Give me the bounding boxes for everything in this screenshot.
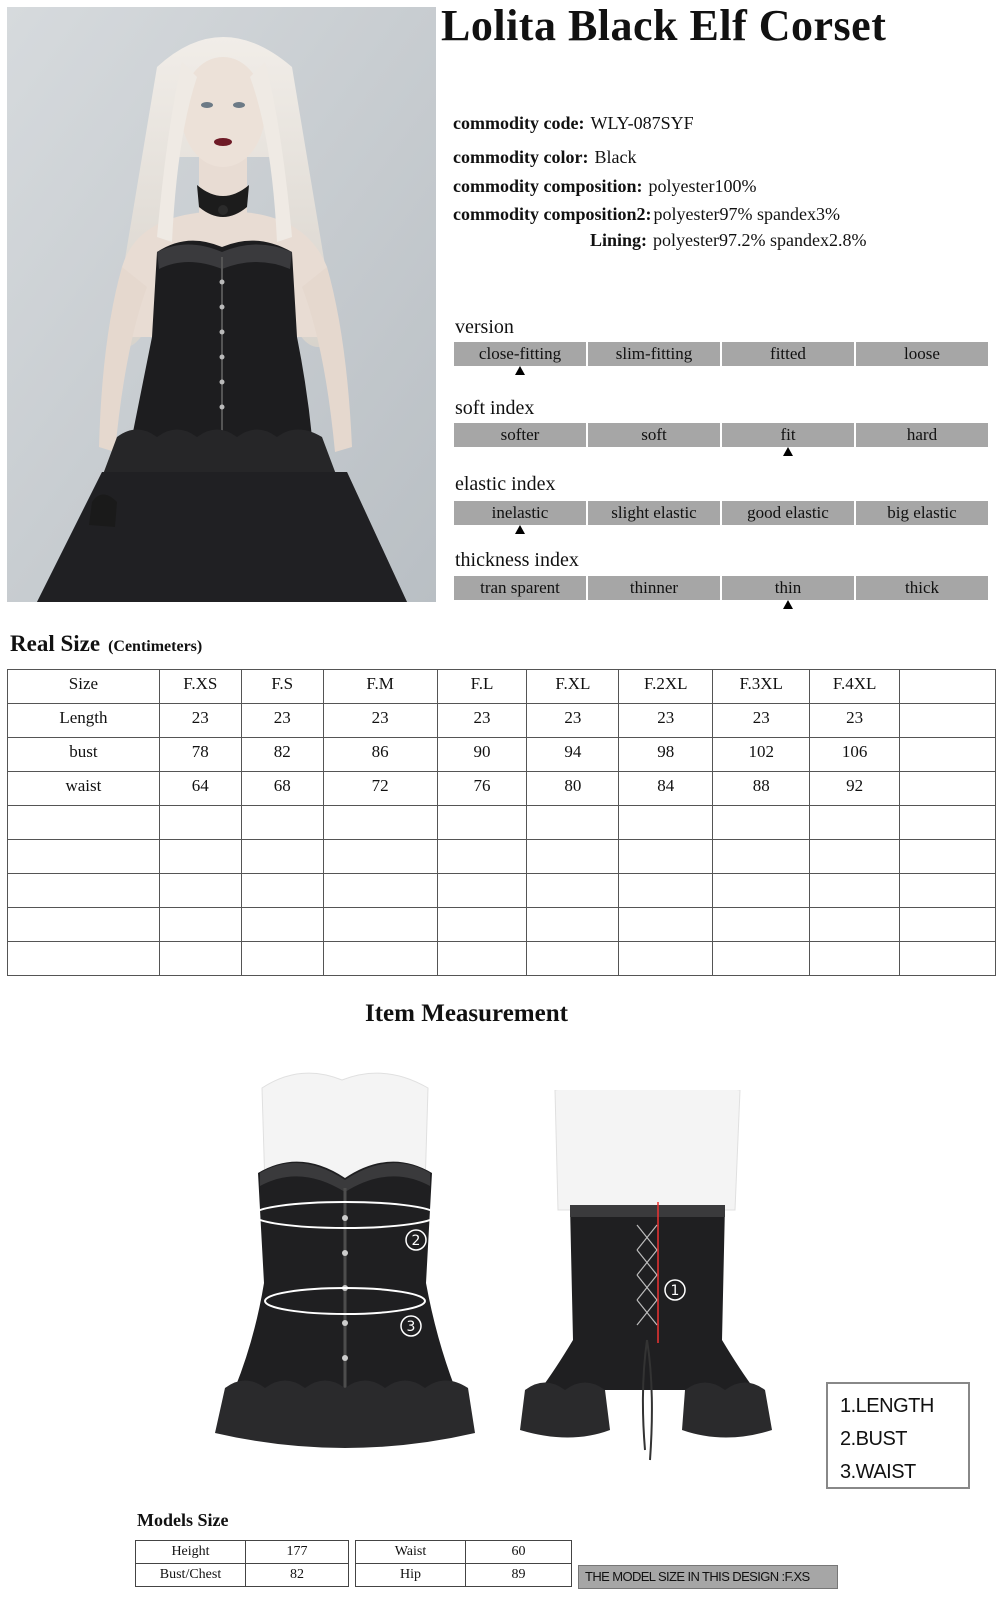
bust-marker-number: 2 <box>411 1233 421 1249</box>
table-cell <box>900 704 996 738</box>
size-header-cell: Size <box>8 670 160 704</box>
soft-index-selected-marker <box>783 447 793 456</box>
elastic-index-title: elastic index <box>455 473 556 495</box>
table-cell: 76 <box>437 772 527 806</box>
size-header-cell <box>900 670 996 704</box>
spec-composition2 <box>453 204 840 225</box>
size-header-cell: F.XL <box>527 670 619 704</box>
size-header-cell: F.2XL <box>619 670 713 704</box>
measurement-legend <box>826 1382 970 1489</box>
spec-lining-label: Lining: <box>590 230 648 250</box>
size-header-cell: F.M <box>323 670 437 704</box>
model-photo-illustration <box>7 7 436 602</box>
table-cell: 88 <box>713 772 810 806</box>
table-cell: 98 <box>619 738 713 772</box>
elastic-index-option: inelastic <box>454 501 586 525</box>
table-cell: 102 <box>713 738 810 772</box>
table-row <box>8 704 996 738</box>
thickness-index-option: tran sparent <box>454 576 586 600</box>
product-title: Lolita Black Elf Corset <box>441 1 887 50</box>
table-row <box>356 1564 572 1587</box>
version-title: version <box>455 316 514 338</box>
legend-item-bust: 2.BUST <box>840 1428 908 1450</box>
table-cell: 68 <box>241 772 323 806</box>
table-row-empty <box>8 806 996 840</box>
corset-front-illustration <box>200 1068 500 1463</box>
version-scale <box>454 342 988 366</box>
table-cell: 90 <box>437 738 527 772</box>
model-height-label: Height <box>136 1541 246 1564</box>
thickness-index-option: thinner <box>588 576 720 600</box>
spec-composition-value: polyester100% <box>648 176 757 196</box>
spec-composition2-label: commodity composition2: <box>453 204 652 224</box>
table-cell <box>900 738 996 772</box>
model-bust-label: Bust/Chest <box>136 1564 246 1587</box>
model-photo <box>7 7 436 602</box>
soft-index-option: soft <box>588 423 720 447</box>
item-measurement-heading: Item Measurement <box>365 1000 568 1027</box>
table-row <box>8 738 996 772</box>
version-option: loose <box>856 342 988 366</box>
spec-lining-value: polyester97.2% spandex2.8% <box>653 230 867 250</box>
table-row-empty <box>8 840 996 874</box>
table-cell: 23 <box>527 704 619 738</box>
real-size-unit: (Centimeters) <box>108 638 203 655</box>
thickness-index-scale <box>454 576 988 600</box>
table-row <box>356 1541 572 1564</box>
legend-item-waist: 3.WAIST <box>840 1461 916 1483</box>
elastic-index-option: slight elastic <box>588 501 720 525</box>
table-cell: 78 <box>159 738 241 772</box>
table-cell <box>900 772 996 806</box>
real-size-heading <box>10 631 202 657</box>
models-size-table-left <box>135 1540 349 1587</box>
table-row-empty <box>8 908 996 942</box>
size-table-header <box>8 670 996 704</box>
table-cell: 64 <box>159 772 241 806</box>
table-row-empty <box>8 874 996 908</box>
thickness-index-option: thin <box>722 576 854 600</box>
soft-index-option: fit <box>722 423 854 447</box>
table-cell: 94 <box>527 738 619 772</box>
length-marker-number: 1 <box>670 1283 680 1299</box>
size-header-cell: F.S <box>241 670 323 704</box>
table-cell: Length <box>8 704 160 738</box>
model-hip-label: Hip <box>356 1564 466 1587</box>
table-cell: 23 <box>437 704 527 738</box>
spec-code-label: commodity code: <box>453 113 585 133</box>
table-cell: 86 <box>323 738 437 772</box>
model-waist-value: 60 <box>466 1541 572 1564</box>
version-option: close-fitting <box>454 342 586 366</box>
table-cell: 23 <box>323 704 437 738</box>
version-option: slim-fitting <box>588 342 720 366</box>
spec-composition <box>453 176 756 197</box>
table-cell: 84 <box>619 772 713 806</box>
table-cell: 23 <box>810 704 900 738</box>
model-bust-value: 82 <box>246 1564 349 1587</box>
table-cell: 72 <box>323 772 437 806</box>
spec-composition2-value: polyester97% spandex3% <box>653 204 840 224</box>
table-row <box>8 772 996 806</box>
thickness-index-title: thickness index <box>455 549 579 571</box>
spec-color <box>453 147 636 168</box>
corset-back-view <box>510 1090 780 1495</box>
version-option: fitted <box>722 342 854 366</box>
size-header-cell: F.L <box>437 670 527 704</box>
table-cell: 23 <box>619 704 713 738</box>
table-cell: 92 <box>810 772 900 806</box>
models-size-table-right <box>355 1540 572 1587</box>
spec-lining <box>590 230 866 251</box>
table-cell: 106 <box>810 738 900 772</box>
corset-back-illustration <box>510 1090 780 1490</box>
soft-index-title: soft index <box>455 397 535 419</box>
table-cell: 80 <box>527 772 619 806</box>
size-header-cell: F.3XL <box>713 670 810 704</box>
table-cell: 23 <box>159 704 241 738</box>
real-size-title: Real Size <box>10 631 101 656</box>
spec-color-value: Black <box>594 147 637 167</box>
model-waist-label: Waist <box>356 1541 466 1564</box>
table-cell: 82 <box>241 738 323 772</box>
version-selected-marker <box>515 366 525 375</box>
soft-index-option: softer <box>454 423 586 447</box>
legend-item-length: 1.LENGTH <box>840 1395 934 1417</box>
model-height-value: 177 <box>246 1541 349 1564</box>
table-row <box>136 1541 349 1564</box>
soft-index-scale <box>454 423 988 447</box>
waist-marker-number: 3 <box>406 1319 416 1335</box>
model-hip-value: 89 <box>466 1564 572 1587</box>
models-size-heading: Models Size <box>137 1510 229 1530</box>
size-table <box>7 669 996 976</box>
size-header-cell: F.XS <box>159 670 241 704</box>
spec-code <box>453 113 694 134</box>
table-row-empty <box>8 942 996 976</box>
soft-index-option: hard <box>856 423 988 447</box>
elastic-index-selected-marker <box>515 525 525 534</box>
model-size-note: THE MODEL SIZE IN THIS DESIGN :F.XS <box>578 1565 838 1589</box>
elastic-index-scale <box>454 501 988 525</box>
spec-composition-label: commodity composition: <box>453 176 643 196</box>
table-row <box>136 1564 349 1587</box>
table-cell: bust <box>8 738 160 772</box>
spec-color-label: commodity color: <box>453 147 589 167</box>
table-cell: waist <box>8 772 160 806</box>
elastic-index-option: big elastic <box>856 501 988 525</box>
spec-code-value: WLY-087SYF <box>590 113 694 133</box>
thickness-index-selected-marker <box>783 600 793 609</box>
thickness-index-option: thick <box>856 576 988 600</box>
size-header-cell: F.4XL <box>810 670 900 704</box>
corset-front-view <box>200 1068 500 1468</box>
table-cell: 23 <box>713 704 810 738</box>
table-cell: 23 <box>241 704 323 738</box>
elastic-index-option: good elastic <box>722 501 854 525</box>
